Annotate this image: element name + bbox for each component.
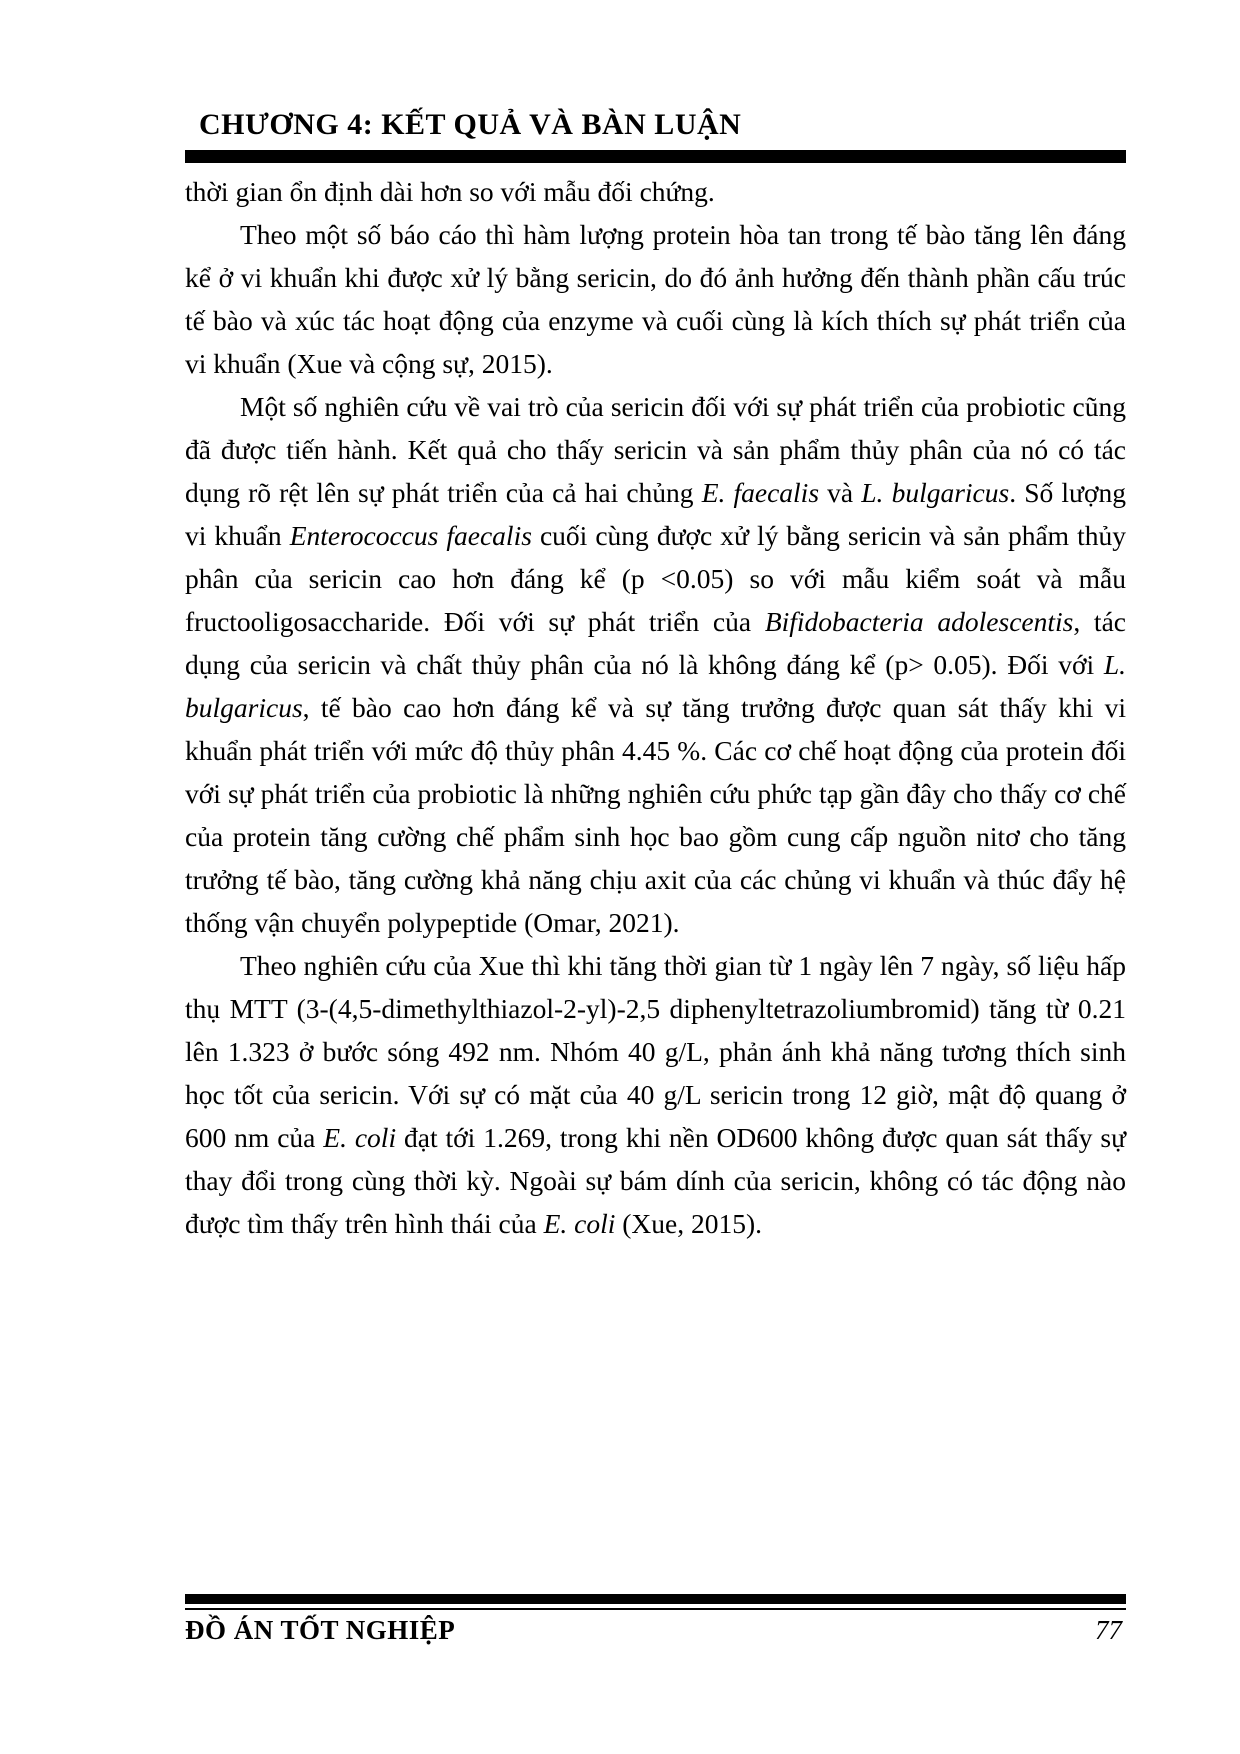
page-content [185, 106, 1126, 1245]
footer-row [185, 1615, 1126, 1646]
italic-text-segment: E. faecalis [701, 477, 820, 508]
text-segment: Một số nghiên cứu về vai trò của sericin đối với sự phát triển của probiotic cũng đã được tiến hành. Kết quả cho thấy sericin và sản phẩm thủy phân của nó có tác dụng rõ rệt lên sự phát triển của cả hai chủng [185, 391, 1126, 508]
text-segment: , tế bào cao hơn đáng kể và sự tăng trưởng được quan sát thấy khi vi khuẩn phát triển với mức độ thủy phân 4.45 %. Các cơ chế hoạt động của protein đối với sự phát triển của probiotic là những nghiên cứu phức tạp gần đây cho thấy cơ chế của protein tăng cường chế phẩm sinh học bao gồm cung cấp nguồn nitơ cho tăng trưởng tế bào, tăng cường khả năng chịu axit của các chủng vi khuẩn và thúc đẩy hệ thống vận chuyển polypeptide (Omar, 2021). [185, 692, 1126, 938]
paragraph [185, 385, 1126, 944]
italic-text-segment: E. coli [323, 1122, 397, 1153]
italic-text-segment: Enterococcus faecalis [289, 520, 532, 551]
text-segment: Theo một số báo cáo thì hàm lượng protein hòa tan trong tế bào tăng lên đáng kể ở vi khuẩn khi được xử lý bằng sericin, do đó ảnh hưởng đến thành phần cấu trúc tế bào và xúc tác hoạt động của enzyme và cuối cùng là kích thích sự phát triển của vi khuẩn (Xue và cộng sự, 2015). [185, 219, 1126, 379]
paragraph [185, 213, 1126, 385]
italic-text-segment: L. bulgaricus [185, 649, 1126, 723]
text-segment: thời gian ổn định dài hơn so với mẫu đối chứng. [185, 176, 715, 207]
text-segment: cuối cùng được xử lý bằng sericin và sản phẩm thủy phân của sericin cao hơn đáng kể (p <0.05) so với mẫu kiểm soát và mẫu fructooligosaccharide. Đối với sự phát triển của [185, 520, 1126, 637]
paragraph [185, 944, 1126, 1245]
footer-rule-divider [185, 1594, 1126, 1610]
text-segment: (Xue, 2015). [615, 1208, 763, 1239]
text-segment: đạt tới 1.269, trong khi nền OD600 không được quan sát thấy sự thay đổi trong cùng thời kỳ. Ngoài sự bám dính của sericin, không có tác động nào được tìm thấy trên hình thái của [185, 1122, 1126, 1239]
page-footer [185, 1594, 1126, 1646]
text-segment: và [819, 477, 862, 508]
body-paragraphs [185, 170, 1126, 1245]
text-segment: , tác dụng của sericin và chất thủy phân của nó là không đáng kể (p> 0.05). Đối với [185, 606, 1126, 680]
italic-text-segment: E. coli [543, 1208, 616, 1239]
text-segment: Theo nghiên cứu của Xue thì khi tăng thời gian từ 1 ngày lên 7 ngày, số liệu hấp thụ MTT (3-(4,5-dimethylthiazol-2-yl)-2,5 diphenyltetrazoliumbromid) tăng từ 0.21 lên 1.323 ở bước sóng 492 nm. Nhóm 40 g/L, phản ánh khả năng tương thích sinh học tốt của sericin. Với sự có mặt của 40 g/L sericin trong 12 giờ, mật độ quang ở 600 nm của [185, 950, 1126, 1153]
paragraph [185, 170, 1126, 213]
page-number: 77 [1095, 1615, 1122, 1645]
italic-text-segment: Bifidobacteria adolescentis [764, 606, 1074, 637]
text-segment: . Số lượng vi khuẩn [185, 477, 1126, 551]
italic-text-segment: L. bulgaricus [861, 477, 1010, 508]
footer-label: ĐỒ ÁN TỐT NGHIỆP [185, 1615, 456, 1645]
title-rule-divider [185, 150, 1126, 163]
chapter-title: CHƯƠNG 4: KẾT QUẢ VÀ BÀN LUẬN [199, 108, 742, 141]
